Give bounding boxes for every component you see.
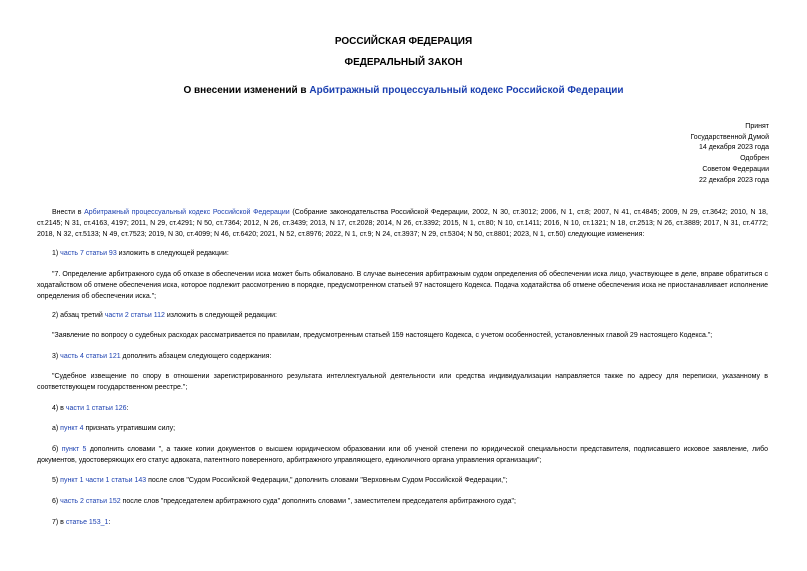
adopted-label: Принят [745,123,769,130]
adopted-by: Государственной Думой [690,133,769,141]
item-4-link[interactable]: части 1 статьи 126 [65,405,127,412]
item-6-num: 6) [52,498,61,505]
apk-link[interactable]: Арбитражный процессуальный кодекс Российской Федерации [309,85,624,96]
item-1-rest: изложить в следующей редакции: [116,250,229,257]
item-7-prefix: 7) в [52,519,66,526]
item-2 [37,311,783,322]
approved-label: Одобрен [740,155,769,163]
item-1-quote: "7. Определение арбитражного суда об отказе в обеспечении иска может быть обжаловано. В случае вынесения арбитражным судом определения об обеспечении иска лицо, участвующее в деле, вправе обратиться с ходатайством об отмене обеспечения иска, которое подлежит рассмотрению в порядке, предусмотренном статьей 97 настоящего Кодекса. Подача ходатайства об отмене обеспечения иска не приостанавливает исполнение определения об обеспечении иска."; [37,271,768,300]
item-4a [37,424,783,435]
item-1-num: 1) [52,250,61,257]
item-4b-rest: дополнить словами ", а также копии документов о высшем юридическом образовании или об ученой степени по юридической специальности представителя, подписавшего исковое заявление, либо документов, удостоверяющих его статус адвоката, патентного поверенного, арбитражного управляющего, единоличного органа управления организации"; [37,446,768,464]
item-5-num: 5) [52,477,61,484]
intro-prefix: Внести в [52,209,85,216]
item-2-prefix: 2) абзац третий [52,312,105,319]
item-2-link[interactable]: части 2 статьи 112 [104,312,165,319]
item-6-rest: после слов "председателем арбитражного суда" дополнить словами ", заместителем председателя арбитражного суда"; [120,498,516,505]
item-1 [37,249,783,260]
adopted-date: 14 декабря 2023 года [698,144,769,152]
item-5-link[interactable]: пункт 1 части 1 статьи 143 [60,477,147,484]
approved-date: 22 декабря 2023 года [698,176,769,184]
item-6 [37,497,783,508]
item-7-link[interactable]: статье 153_1 [65,519,109,526]
item-4b-link[interactable]: пункт 5 [61,446,87,453]
item-4a-rest: признать утратившим силу; [83,425,176,432]
intro-paragraph [37,208,768,240]
item-3-link[interactable]: часть 4 статьи 121 [60,353,121,360]
item-7 [37,518,783,529]
law-title [0,85,807,96]
item-4-rest: : [126,405,129,412]
item-4a-link[interactable]: пункт 4 [60,425,84,432]
intro-rest: (Собрание законодательства Российской Федерации, 2002, N 30, ст.3012; 2006, N 1, ст.8; 2007, N 41, ст.4845; 2009, N 29, ст.3642; 2010, N 18, ст.2145; N 31, ст.4163, 4197; 2011, N 29, ст.4291; N 50, ст.7364; 2012, N 26, ст.3439; 2013, N 17, ст.2028; 2014, N 26, ст.3392; 2015, N 1, ст.80; N 10, ст.1411; 2016, N 10, ст.1321; N 18, ст.2513; N 26, ст.3889; 2017, N 31, ст.4772; 2018, N 32, ст.5133; N 49, ст.7523; 2019, N 30, ст.4099; N 46, ст.6420; 2021, N 52, ст.8976; 2022, N 1, ст.9; N 24, ст.3937; N 29, ст.5304; N 50, ст.8801; 2023, N 1, ст.50) следующие изменения: [37,209,769,238]
item-1-link[interactable]: часть 7 статьи 93 [60,250,117,257]
item-6-link[interactable]: часть 2 статьи 152 [60,498,121,505]
item-3-num: 3) [52,353,61,360]
item-3-quote: "Судебное извещение по спору в отношении зарегистрированного результата интеллектуальной деятельности или средства индивидуализации направляется также по адресу для переписки, указанному в соответствующем государственном реестре."; [37,373,768,391]
item-3-rest: дополнить абзацем следующего содержания: [120,353,272,360]
item-7-rest: : [108,519,111,526]
approved-by: Советом Федерации [702,165,769,173]
item-4a-prefix: а) [52,425,61,432]
item-4b [37,445,768,467]
apk-intro-link[interactable]: Арбитражный процессуальный кодекс Российской Федерации [84,209,290,216]
item-4b-prefix: б) [52,446,62,453]
adoption-block [690,122,769,186]
item-2-rest: изложить в следующей редакции: [164,312,277,319]
law-title-prefix: О внесении изменений в [183,85,310,96]
item-5 [37,476,783,487]
item-2-quote: "Заявление по вопросу о судебных расходах рассматривается по правилам, предусмотренным статьей 159 настоящего Кодекса, с учетом особенностей, установленных главой 29 настоящего Кодекса."; [52,332,713,339]
item-4 [37,404,783,415]
country-heading: РОССИЙСКАЯ ФЕДЕРАЦИЯ [334,36,473,47]
item-3 [37,352,783,363]
item-4-prefix: 4) в [52,405,66,412]
doc-type-heading: ФЕДЕРАЛЬНЫЙ ЗАКОН [344,57,463,68]
item-5-rest: после слов "Судом Российской Федерации," дополнить словами "Верховным Судом Российской Федерации,"; [146,477,508,484]
